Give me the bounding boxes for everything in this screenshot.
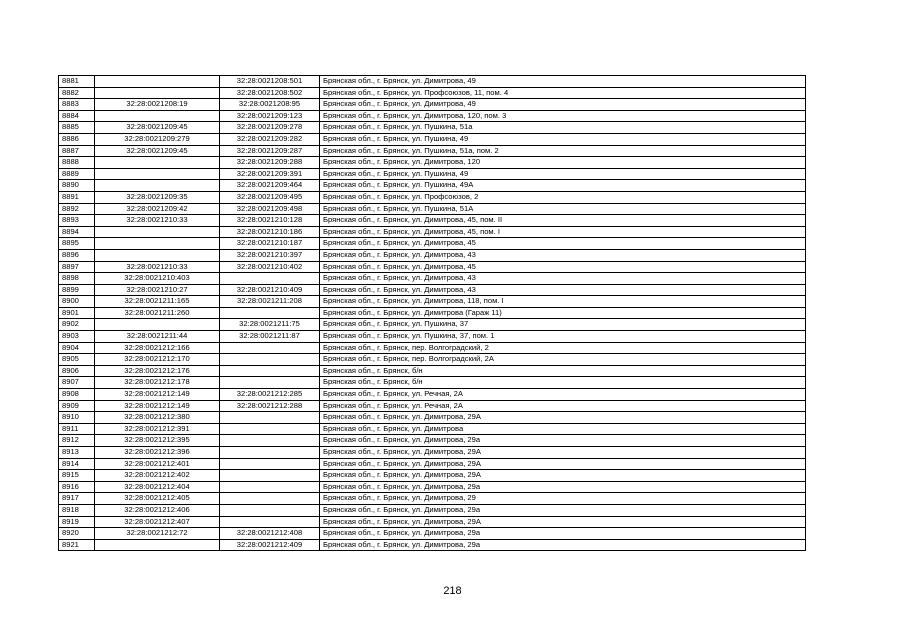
row-number-cell: 8897: [59, 261, 95, 273]
row-number-cell: 8899: [59, 284, 95, 296]
parcel-cadastral-number-cell: 32:28:0021210:33: [95, 215, 220, 227]
object-cadastral-number-cell: [220, 365, 320, 377]
parcel-cadastral-number-cell: 32:28:0021212:407: [95, 516, 220, 528]
address-cell: Брянская обл., г. Брянск, ул. Димитрова, 49: [320, 76, 806, 88]
table-row: [59, 249, 806, 261]
table-row: [59, 110, 806, 122]
object-cadastral-number-cell: [220, 273, 320, 285]
table-row: [59, 99, 806, 111]
row-number-cell: 8900: [59, 296, 95, 308]
object-cadastral-number-cell: [220, 470, 320, 482]
address-cell: Брянская обл., г. Брянск, ул. Профсоюзов, 2: [320, 191, 806, 203]
table-row: [59, 87, 806, 99]
parcel-cadastral-number-cell: 32:28:0021211:260: [95, 307, 220, 319]
address-cell: Брянская обл., г. Брянск, ул. Димитрова, 45: [320, 261, 806, 273]
object-cadastral-number-cell: [220, 481, 320, 493]
parcel-cadastral-number-cell: 32:28:0021212:72: [95, 528, 220, 540]
row-number-cell: 8891: [59, 191, 95, 203]
address-cell: Брянская обл., г. Брянск, ул. Пушкина, 51А: [320, 203, 806, 215]
object-cadastral-number-cell: 32:28:0021209:278: [220, 122, 320, 134]
table-row: [59, 377, 806, 389]
row-number-cell: 8919: [59, 516, 95, 528]
row-number-cell: 8892: [59, 203, 95, 215]
parcel-cadastral-number-cell: 32:28:0021212:406: [95, 504, 220, 516]
address-cell: Брянская обл., г. Брянск, ул. Димитрова, 29а: [320, 435, 806, 447]
address-cell: Брянская обл., г. Брянск, ул. Димитрова, 29: [320, 493, 806, 505]
object-cadastral-number-cell: 32:28:0021208:95: [220, 99, 320, 111]
object-cadastral-number-cell: [220, 504, 320, 516]
parcel-cadastral-number-cell: 32:28:0021209:42: [95, 203, 220, 215]
address-cell: Брянская обл., г. Брянск, ул. Речная, 2А: [320, 389, 806, 401]
object-cadastral-number-cell: 32:28:0021209:288: [220, 157, 320, 169]
row-number-cell: 8887: [59, 145, 95, 157]
object-cadastral-number-cell: 32:28:0021212:409: [220, 539, 320, 551]
object-cadastral-number-cell: [220, 435, 320, 447]
parcel-cadastral-number-cell: 32:28:0021210:403: [95, 273, 220, 285]
table-row: [59, 307, 806, 319]
row-number-cell: 8920: [59, 528, 95, 540]
row-number-cell: 8906: [59, 365, 95, 377]
row-number-cell: 8917: [59, 493, 95, 505]
table-row: [59, 493, 806, 505]
address-cell: Брянская обл., г. Брянск, ул. Димитрова, 29А: [320, 458, 806, 470]
parcel-cadastral-number-cell: 32:28:0021212:405: [95, 493, 220, 505]
address-cell: Брянская обл., г. Брянск, ул. Димитрова, 45, пом. II: [320, 215, 806, 227]
row-number-cell: 8883: [59, 99, 95, 111]
address-cell: Брянская обл., г. Брянск, ул. Пушкина, 49: [320, 133, 806, 145]
address-cell: Брянская обл., г. Брянск, ул. Димитрова, 29а: [320, 528, 806, 540]
object-cadastral-number-cell: 32:28:0021210:397: [220, 249, 320, 261]
address-cell: Брянская обл., г. Брянск, ул. Димитрова, 120: [320, 157, 806, 169]
table-row: [59, 296, 806, 308]
table-row: [59, 238, 806, 250]
table-row: [59, 168, 806, 180]
table-row: [59, 284, 806, 296]
address-cell: Брянская обл., г. Брянск, ул. Пушкина, 49: [320, 168, 806, 180]
table-row: [59, 122, 806, 134]
address-cell: Брянская обл., г. Брянск, ул. Пушкина, 51а: [320, 122, 806, 134]
parcel-cadastral-number-cell: 32:28:0021209:45: [95, 145, 220, 157]
parcel-cadastral-number-cell: [95, 238, 220, 250]
table-row: [59, 423, 806, 435]
object-cadastral-number-cell: 32:28:0021209:123: [220, 110, 320, 122]
row-number-cell: 8901: [59, 307, 95, 319]
table-row: [59, 76, 806, 88]
object-cadastral-number-cell: [220, 493, 320, 505]
address-cell: Брянская обл., г. Брянск, б/н: [320, 377, 806, 389]
row-number-cell: 8881: [59, 76, 95, 88]
table-row: [59, 261, 806, 273]
object-cadastral-number-cell: 32:28:0021211:75: [220, 319, 320, 331]
parcel-cadastral-number-cell: 32:28:0021212:404: [95, 481, 220, 493]
object-cadastral-number-cell: [220, 307, 320, 319]
row-number-cell: 8921: [59, 539, 95, 551]
table-row: [59, 157, 806, 169]
object-cadastral-number-cell: [220, 342, 320, 354]
table-row: [59, 481, 806, 493]
table-row: [59, 528, 806, 540]
table-row: [59, 319, 806, 331]
row-number-cell: 8910: [59, 412, 95, 424]
parcel-cadastral-number-cell: 32:28:0021212:170: [95, 354, 220, 366]
parcel-cadastral-number-cell: 32:28:0021211:44: [95, 331, 220, 343]
address-cell: Брянская обл., г. Брянск, ул. Димитрова, 43: [320, 273, 806, 285]
object-cadastral-number-cell: 32:28:0021208:502: [220, 87, 320, 99]
parcel-cadastral-number-cell: [95, 319, 220, 331]
row-number-cell: 8907: [59, 377, 95, 389]
row-number-cell: 8898: [59, 273, 95, 285]
parcel-cadastral-number-cell: [95, 87, 220, 99]
table-row: [59, 389, 806, 401]
row-number-cell: 8914: [59, 458, 95, 470]
parcel-cadastral-number-cell: 32:28:0021210:27: [95, 284, 220, 296]
object-cadastral-number-cell: 32:28:0021209:498: [220, 203, 320, 215]
table-body: [59, 76, 806, 551]
object-cadastral-number-cell: 32:28:0021208:501: [220, 76, 320, 88]
address-cell: Брянская обл., г. Брянск, ул. Речная, 2А: [320, 400, 806, 412]
address-cell: Брянская обл., г. Брянск, ул. Димитрова, 49: [320, 99, 806, 111]
object-cadastral-number-cell: 32:28:0021209:495: [220, 191, 320, 203]
object-cadastral-number-cell: [220, 423, 320, 435]
address-cell: Брянская обл., г. Брянск, ул. Пушкина, 37, пом. 1: [320, 331, 806, 343]
parcel-cadastral-number-cell: 32:28:0021209:279: [95, 133, 220, 145]
table-row: [59, 412, 806, 424]
table-row: [59, 133, 806, 145]
row-number-cell: 8909: [59, 400, 95, 412]
address-cell: Брянская обл., г. Брянск, пер. Волгоградский, 2: [320, 342, 806, 354]
row-number-cell: 8918: [59, 504, 95, 516]
parcel-cadastral-number-cell: [95, 539, 220, 551]
address-cell: Брянская обл., г. Брянск, ул. Димитрова, 29а: [320, 481, 806, 493]
address-cell: Брянская обл., г. Брянск, ул. Димитрова, 29А: [320, 516, 806, 528]
parcel-cadastral-number-cell: 32:28:0021212:149: [95, 389, 220, 401]
parcel-cadastral-number-cell: 32:28:0021212:149: [95, 400, 220, 412]
object-cadastral-number-cell: 32:28:0021211:208: [220, 296, 320, 308]
row-number-cell: 8902: [59, 319, 95, 331]
table-row: [59, 470, 806, 482]
address-cell: Брянская обл., г. Брянск, ул. Димитрова, 29А: [320, 412, 806, 424]
table-row: [59, 145, 806, 157]
row-number-cell: 8896: [59, 249, 95, 261]
parcel-cadastral-number-cell: 32:28:0021211:165: [95, 296, 220, 308]
table-row: [59, 203, 806, 215]
table-row: [59, 226, 806, 238]
table-row: [59, 365, 806, 377]
table-row: [59, 215, 806, 227]
address-cell: Брянская обл., г. Брянск, ул. Димитрова, 29А: [320, 447, 806, 459]
parcel-cadastral-number-cell: 32:28:0021212:166: [95, 342, 220, 354]
row-number-cell: 8912: [59, 435, 95, 447]
property-registry-table: [58, 75, 806, 551]
row-number-cell: 8908: [59, 389, 95, 401]
row-number-cell: 8911: [59, 423, 95, 435]
row-number-cell: 8893: [59, 215, 95, 227]
object-cadastral-number-cell: 32:28:0021210:186: [220, 226, 320, 238]
address-cell: Брянская обл., г. Брянск, ул. Димитрова, 118, пом. I: [320, 296, 806, 308]
row-number-cell: 8915: [59, 470, 95, 482]
row-number-cell: 8888: [59, 157, 95, 169]
object-cadastral-number-cell: 32:28:0021209:391: [220, 168, 320, 180]
parcel-cadastral-number-cell: [95, 110, 220, 122]
address-cell: Брянская обл., г. Брянск, ул. Димитрова, 29а: [320, 504, 806, 516]
address-cell: Брянская обл., г. Брянск, ул. Димитрова, 29А: [320, 470, 806, 482]
address-cell: Брянская обл., г. Брянск, ул. Димитрова: [320, 423, 806, 435]
table-row: [59, 447, 806, 459]
parcel-cadastral-number-cell: [95, 226, 220, 238]
table-row: [59, 180, 806, 192]
parcel-cadastral-number-cell: 32:28:0021210:33: [95, 261, 220, 273]
address-cell: Брянская обл., г. Брянск, ул. Димитрова, 29а: [320, 539, 806, 551]
table-row: [59, 342, 806, 354]
parcel-cadastral-number-cell: 32:28:0021209:35: [95, 191, 220, 203]
parcel-cadastral-number-cell: 32:28:0021212:395: [95, 435, 220, 447]
object-cadastral-number-cell: [220, 412, 320, 424]
object-cadastral-number-cell: 32:28:0021209:287: [220, 145, 320, 157]
address-cell: Брянская обл., г. Брянск, б/н: [320, 365, 806, 377]
parcel-cadastral-number-cell: 32:28:0021209:45: [95, 122, 220, 134]
row-number-cell: 8894: [59, 226, 95, 238]
address-cell: Брянская обл., г. Брянск, ул. Димитрова (Гараж 11): [320, 307, 806, 319]
object-cadastral-number-cell: 32:28:0021210:409: [220, 284, 320, 296]
parcel-cadastral-number-cell: 32:28:0021212:176: [95, 365, 220, 377]
table-row: [59, 435, 806, 447]
parcel-cadastral-number-cell: [95, 180, 220, 192]
object-cadastral-number-cell: 32:28:0021209:464: [220, 180, 320, 192]
object-cadastral-number-cell: 32:28:0021210:128: [220, 215, 320, 227]
object-cadastral-number-cell: 32:28:0021210:187: [220, 238, 320, 250]
row-number-cell: 8903: [59, 331, 95, 343]
page-number: 218: [443, 585, 462, 597]
parcel-cadastral-number-cell: [95, 168, 220, 180]
row-number-cell: 8895: [59, 238, 95, 250]
parcel-cadastral-number-cell: [95, 157, 220, 169]
object-cadastral-number-cell: 32:28:0021212:408: [220, 528, 320, 540]
address-cell: Брянская обл., г. Брянск, ул. Пушкина, 49А: [320, 180, 806, 192]
address-cell: Брянская обл., г. Брянск, ул. Димитрова, 43: [320, 249, 806, 261]
table-row: [59, 400, 806, 412]
row-number-cell: 8882: [59, 87, 95, 99]
table-row: [59, 273, 806, 285]
object-cadastral-number-cell: 32:28:0021209:282: [220, 133, 320, 145]
parcel-cadastral-number-cell: 32:28:0021208:19: [95, 99, 220, 111]
address-cell: Брянская обл., г. Брянск, ул. Димитрова, 45: [320, 238, 806, 250]
address-cell: Брянская обл., г. Брянск, ул. Димитрова, 120, пом. 3: [320, 110, 806, 122]
address-cell: Брянская обл., г. Брянск, ул. Димитрова, 45, пом. I: [320, 226, 806, 238]
table-row: [59, 331, 806, 343]
object-cadastral-number-cell: [220, 516, 320, 528]
table-row: [59, 354, 806, 366]
object-cadastral-number-cell: 32:28:0021210:402: [220, 261, 320, 273]
object-cadastral-number-cell: [220, 447, 320, 459]
row-number-cell: 8913: [59, 447, 95, 459]
row-number-cell: 8916: [59, 481, 95, 493]
row-number-cell: 8885: [59, 122, 95, 134]
parcel-cadastral-number-cell: 32:28:0021212:396: [95, 447, 220, 459]
parcel-cadastral-number-cell: 32:28:0021212:178: [95, 377, 220, 389]
parcel-cadastral-number-cell: 32:28:0021212:401: [95, 458, 220, 470]
parcel-cadastral-number-cell: [95, 249, 220, 261]
object-cadastral-number-cell: 32:28:0021212:285: [220, 389, 320, 401]
row-number-cell: 8889: [59, 168, 95, 180]
table-row: [59, 516, 806, 528]
parcel-cadastral-number-cell: 32:28:0021212:380: [95, 412, 220, 424]
object-cadastral-number-cell: 32:28:0021212:288: [220, 400, 320, 412]
parcel-cadastral-number-cell: 32:28:0021212:391: [95, 423, 220, 435]
row-number-cell: 8886: [59, 133, 95, 145]
address-cell: Брянская обл., г. Брянск, ул. Профсоюзов, 11, пом. 4: [320, 87, 806, 99]
parcel-cadastral-number-cell: 32:28:0021212:402: [95, 470, 220, 482]
table-row: [59, 504, 806, 516]
table-row: [59, 539, 806, 551]
row-number-cell: 8884: [59, 110, 95, 122]
row-number-cell: 8890: [59, 180, 95, 192]
row-number-cell: 8904: [59, 342, 95, 354]
address-cell: Брянская обл., г. Брянск, ул. Пушкина, 51а, пом. 2: [320, 145, 806, 157]
object-cadastral-number-cell: [220, 458, 320, 470]
table-row: [59, 458, 806, 470]
object-cadastral-number-cell: [220, 377, 320, 389]
address-cell: Брянская обл., г. Брянск, ул. Пушкина, 37: [320, 319, 806, 331]
address-cell: Брянская обл., г. Брянск, пер. Волгоградский, 2А: [320, 354, 806, 366]
object-cadastral-number-cell: [220, 354, 320, 366]
object-cadastral-number-cell: 32:28:0021211:87: [220, 331, 320, 343]
parcel-cadastral-number-cell: [95, 76, 220, 88]
address-cell: Брянская обл., г. Брянск, ул. Димитрова, 43: [320, 284, 806, 296]
row-number-cell: 8905: [59, 354, 95, 366]
table-row: [59, 191, 806, 203]
